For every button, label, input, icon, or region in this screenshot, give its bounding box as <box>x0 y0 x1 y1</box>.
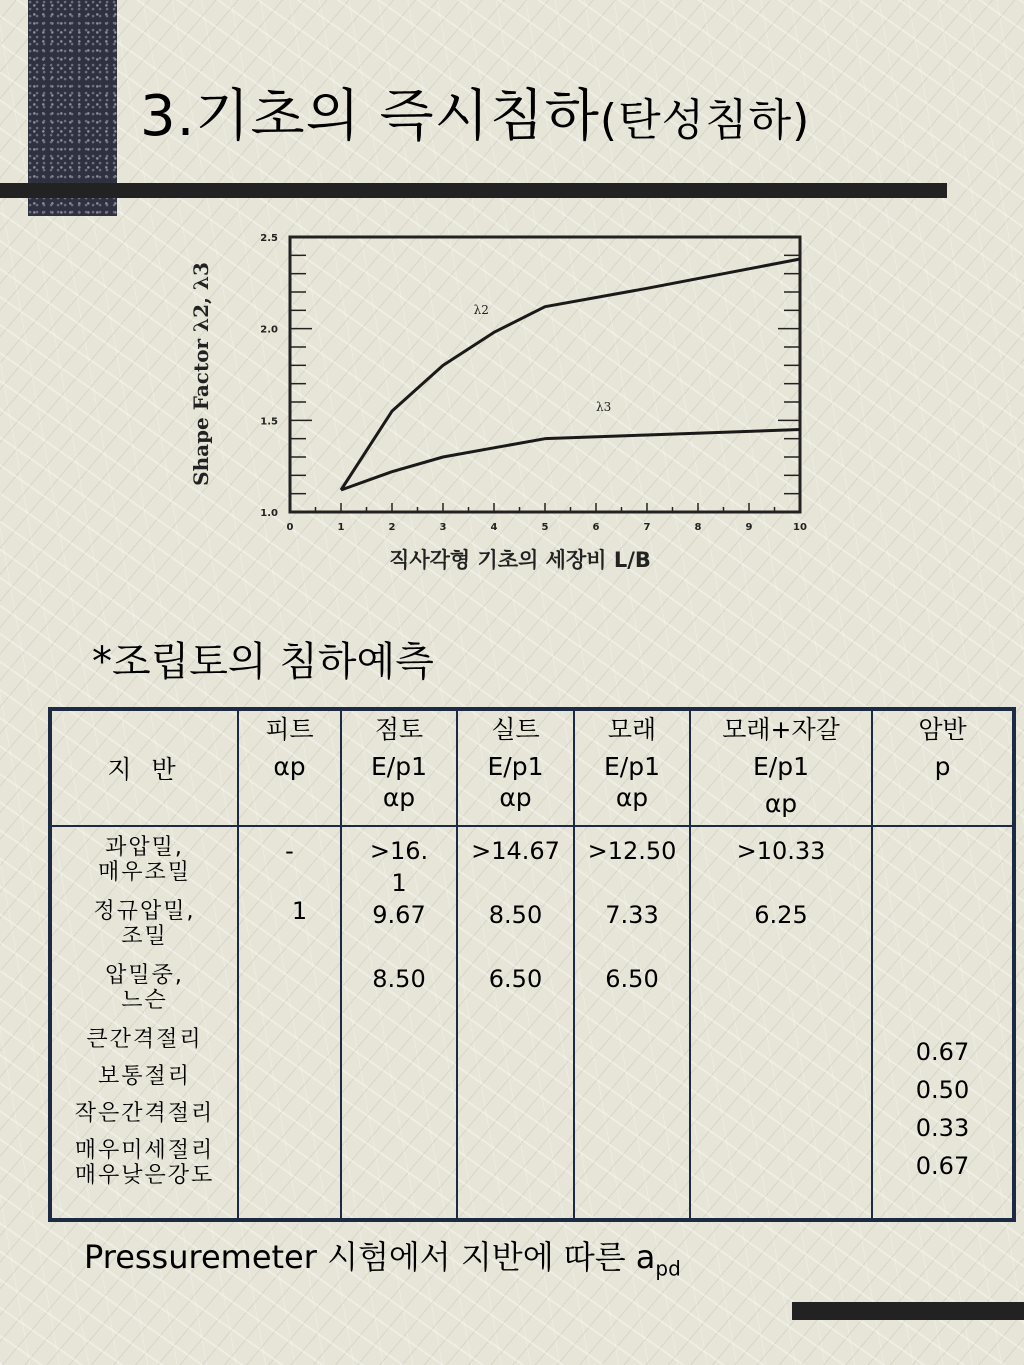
title-subtitle: (탄성침하) <box>599 95 811 146</box>
rock-value: 0.67 <box>915 1038 970 1066</box>
header-sand <box>574 709 690 826</box>
header-clay-name: 점토 <box>374 715 424 744</box>
header-peat-line3: αp <box>273 752 306 781</box>
table-caption <box>84 1232 681 1280</box>
caption-subscript: pd <box>655 1256 681 1281</box>
series-line <box>341 430 800 491</box>
title-divider <box>0 183 947 198</box>
x-tick-label: 1 <box>337 522 345 533</box>
header-peat <box>238 709 341 826</box>
header-rock-line3: p <box>934 752 951 781</box>
ground-overconsolidated: 과압밀, 매우조밀 <box>97 835 191 885</box>
y-tick-label: 2.0 <box>260 324 278 336</box>
silt-value: 6.50 <box>488 965 543 993</box>
clay-value: 8.50 <box>372 965 426 993</box>
sand-value: >12.50 <box>587 837 677 865</box>
series-label: λ2 <box>473 303 489 317</box>
x-tick-label: 3 <box>439 522 447 533</box>
plot-frame <box>290 237 800 512</box>
sand-value: 6.50 <box>605 965 659 993</box>
header-peat-name: 피트 <box>265 715 314 744</box>
x-axis-label: 직사각형 기초의 세장비 L/B <box>389 548 651 572</box>
ground-close-joints: 작은간격절리 <box>74 1101 215 1126</box>
clay-value: >16. 1 <box>369 837 429 897</box>
peat-value: 1 <box>291 897 308 925</box>
header-silt <box>457 709 574 826</box>
header-clay-line2: E/p1 <box>371 752 427 781</box>
header-rock <box>872 709 1014 826</box>
rock-value: 0.33 <box>915 1114 970 1142</box>
footer-rule <box>792 1302 1024 1320</box>
x-tick-label: 7 <box>643 522 651 533</box>
y-tick-label: 1.0 <box>260 508 278 519</box>
x-tick-label: 10 <box>793 522 807 533</box>
header-silt-line2: E/p1 <box>487 752 544 781</box>
series-label: λ3 <box>596 400 612 415</box>
y-tick-labels <box>260 233 278 519</box>
silt-spacer <box>458 931 573 963</box>
header-clay <box>341 709 457 826</box>
silt-column <box>457 826 574 1220</box>
silt-value: 8.50 <box>488 901 543 929</box>
header-sand-name: 모래 <box>607 715 657 744</box>
ground-column <box>50 826 238 1220</box>
rock-value: 0.67 <box>915 1152 970 1180</box>
series-line <box>341 259 800 490</box>
ground-normally-consolidated: 정규압밀, 조밀 <box>93 899 196 949</box>
x-tick-label: 8 <box>694 522 702 533</box>
sand-gravel-spacer <box>691 867 871 899</box>
sand-gravel-column <box>690 826 872 1220</box>
table-body-row <box>50 826 1014 1220</box>
x-tick-label: 9 <box>745 522 753 533</box>
header-clay-line3: αp <box>382 783 416 812</box>
y-tick-label: 2.5 <box>260 233 278 244</box>
ground-very-fine-joints: 매우미세절리 매우낮은강도 <box>74 1138 215 1188</box>
header-rock-name: 암반 <box>918 715 967 744</box>
header-sand-line3: αp <box>615 783 649 812</box>
header-silt-name: 실트 <box>491 715 540 744</box>
series-lines <box>341 259 800 490</box>
clay-value: 9.67 <box>372 901 426 929</box>
tick-marks <box>290 237 800 512</box>
header-sand-line2: E/p1 <box>604 752 660 781</box>
x-tick-label: 2 <box>388 522 396 533</box>
sand-column <box>574 826 690 1220</box>
settlement-table <box>48 707 1016 1222</box>
header-ground: 지 반 <box>50 709 238 826</box>
sand-value: 7.33 <box>605 901 659 929</box>
table-header-row <box>50 709 1014 826</box>
sand-spacer <box>575 867 689 899</box>
header-sand-gravel-line2: E/p1 <box>753 752 809 781</box>
peat-value: - <box>285 837 294 865</box>
sand-gravel-value: 6.25 <box>754 901 808 929</box>
x-tick-label: 6 <box>592 522 600 533</box>
peat-column <box>238 826 341 1220</box>
clay-column <box>341 826 457 1220</box>
rock-column <box>872 826 1014 1220</box>
sand-spacer <box>575 931 689 963</box>
y-axis-label: Shape Factor λ2, λ3 <box>189 262 213 486</box>
x-tick-label: 5 <box>541 522 549 533</box>
x-tick-labels <box>287 522 807 533</box>
ground-normal-joints: 보통절리 <box>97 1064 191 1089</box>
page-title <box>140 72 810 152</box>
clay-spacer <box>342 931 456 963</box>
header-sand-gravel <box>690 709 872 826</box>
ground-consolidating: 압밀중, 느슨 <box>105 963 184 1013</box>
y-tick-label: 1.5 <box>260 416 278 428</box>
rock-value: 0.50 <box>915 1076 970 1104</box>
x-tick-label: 4 <box>490 522 498 533</box>
x-tick-label: 0 <box>286 522 294 533</box>
header-silt-line3: αp <box>499 783 532 812</box>
shape-factor-chart <box>170 222 820 582</box>
caption-main: Pressuremeter 시험에서 지반에 따른 a <box>84 1238 656 1276</box>
ground-wide-joints: 큰간격절리 <box>86 1027 203 1052</box>
title-main: 3.기초의 즉시침하 <box>140 84 600 149</box>
header-sand-gravel-line3: αp <box>764 789 798 818</box>
header-sand-gravel-name: 모래+자갈 <box>722 715 840 744</box>
silt-spacer <box>458 867 573 899</box>
sand-gravel-value: >10.33 <box>736 837 826 865</box>
silt-value: >14.67 <box>471 837 560 865</box>
section-heading: *조립토의 침하예측 <box>92 639 434 685</box>
